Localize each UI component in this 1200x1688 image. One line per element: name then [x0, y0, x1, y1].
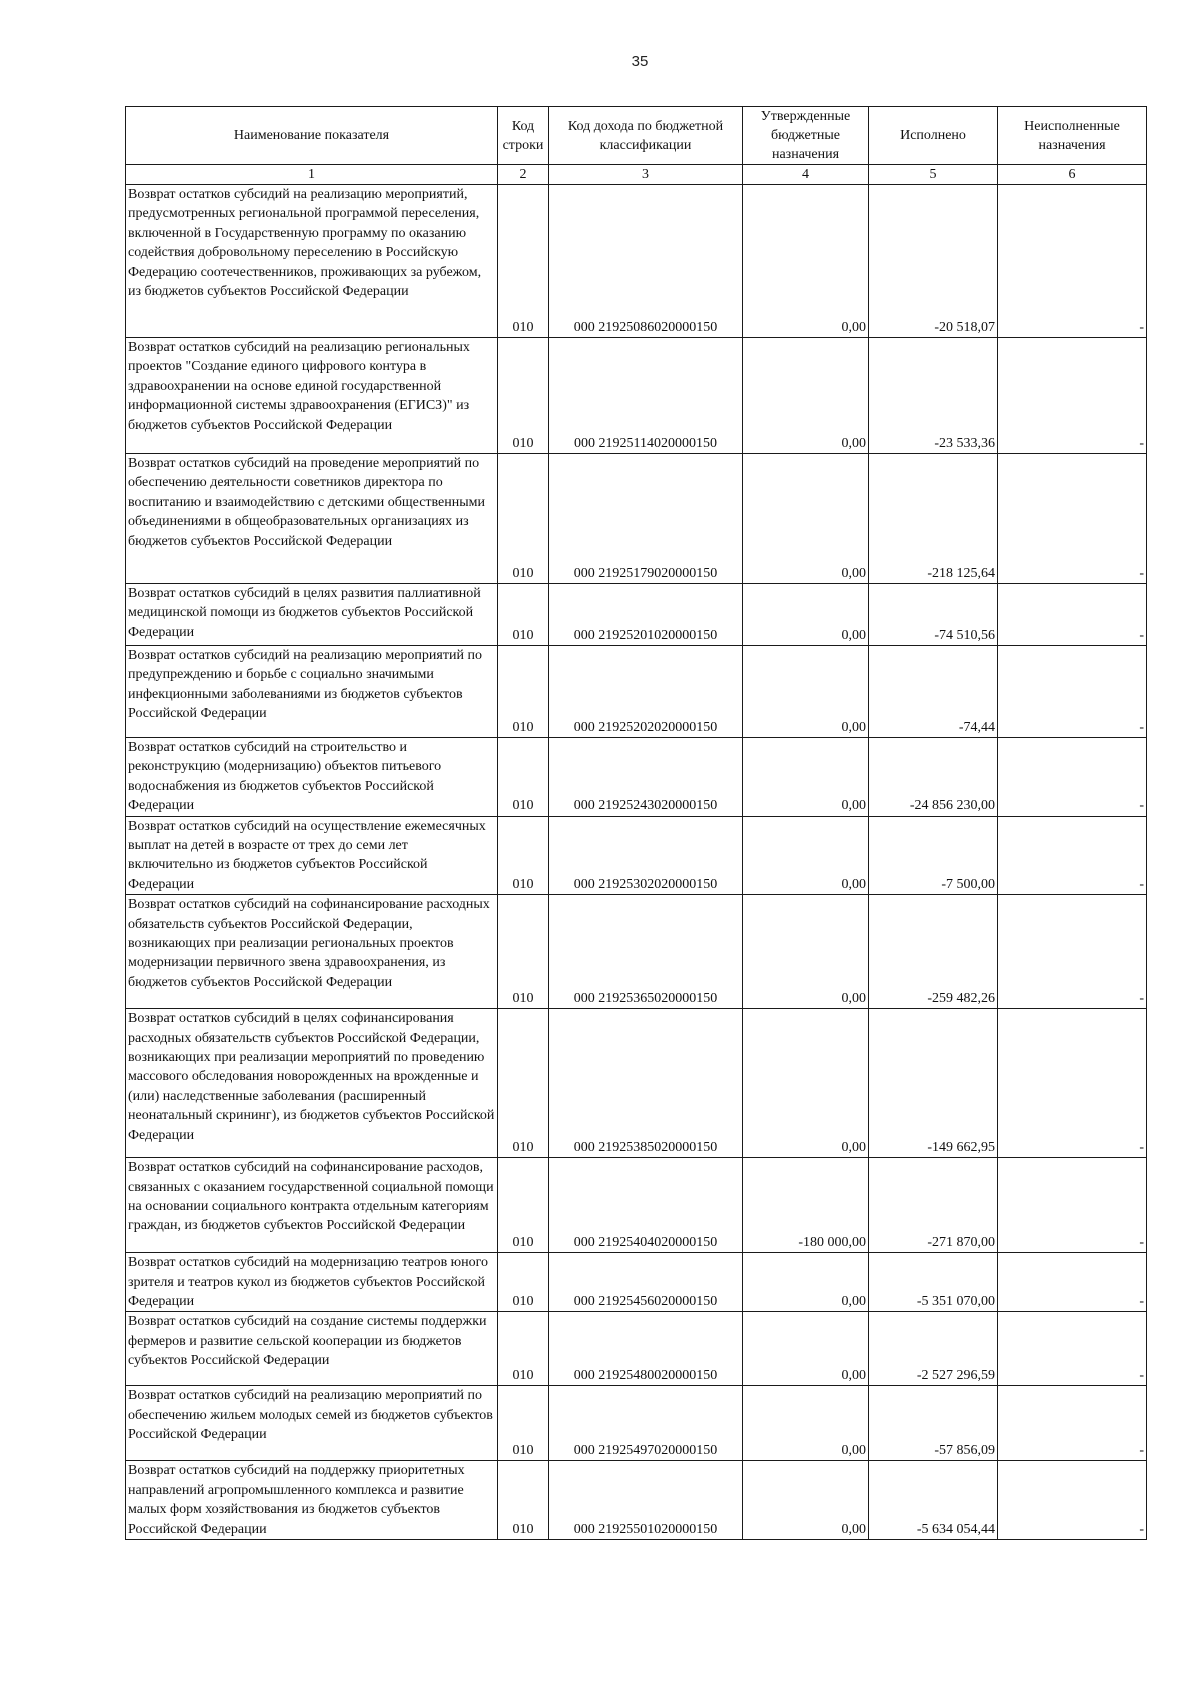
- row-line-code: 010: [498, 1253, 549, 1312]
- row-approved: 0,00: [743, 1312, 869, 1386]
- row-income-code: 000 21925501020000150: [549, 1461, 743, 1540]
- row-unexecuted: -: [998, 454, 1147, 584]
- table-row: [126, 584, 1147, 646]
- row-income-code: 000 21925179020000150: [549, 454, 743, 584]
- row-unexecuted: -: [998, 646, 1147, 738]
- table-row: [126, 1312, 1147, 1386]
- header-executed: Исполнено: [869, 107, 998, 165]
- header-unexecuted: Неисполненные назначения: [998, 107, 1147, 165]
- table-row: [126, 646, 1147, 738]
- table-row: [126, 1253, 1147, 1312]
- table-body: [126, 185, 1147, 1540]
- row-executed: -2 527 296,59: [869, 1312, 998, 1386]
- row-unexecuted: -: [998, 185, 1147, 338]
- table-row: [126, 1386, 1147, 1461]
- table-row: [126, 185, 1147, 338]
- row-name: Возврат остатков субсидий на реализацию мероприятий по предупреждению и борьбе с социально значимыми инфекционными заболеваниями из бюджетов субъектов Российской Федерации: [126, 646, 498, 738]
- row-name: Возврат остатков субсидий в целях развития паллиативной медицинской помощи из бюджетов субъектов Российской Федерации: [126, 584, 498, 646]
- row-income-code: 000 21925404020000150: [549, 1158, 743, 1253]
- row-approved: 0,00: [743, 738, 869, 817]
- row-line-code: 010: [498, 454, 549, 584]
- row-unexecuted: -: [998, 895, 1147, 1009]
- row-line-code: 010: [498, 1312, 549, 1386]
- row-income-code: 000 21925480020000150: [549, 1312, 743, 1386]
- row-income-code: 000 21925243020000150: [549, 738, 743, 817]
- header-line-code: Код строки: [498, 107, 549, 165]
- row-unexecuted: -: [998, 584, 1147, 646]
- row-unexecuted: -: [998, 1312, 1147, 1386]
- row-approved: 0,00: [743, 895, 869, 1009]
- row-approved: 0,00: [743, 584, 869, 646]
- row-executed: -5 634 054,44: [869, 1461, 998, 1540]
- row-executed: -20 518,07: [869, 185, 998, 338]
- row-income-code: 000 21925201020000150: [549, 584, 743, 646]
- row-name: Возврат остатков субсидий в целях софинансирования расходных обязательств субъектов Российской Федерации, возникающих при реализации мероприятий по проведению массового обследования новорожденных на врожденные и (или) наследственные заболевания (расширенный неонатальный скрининг), из бюджетов субъектов Российской Федерации: [126, 1009, 498, 1158]
- row-executed: -7 500,00: [869, 816, 998, 895]
- column-number: 3: [549, 165, 743, 185]
- header-income-code: Код дохода по бюджетной классификации: [549, 107, 743, 165]
- row-line-code: 010: [498, 584, 549, 646]
- row-executed: -5 351 070,00: [869, 1253, 998, 1312]
- row-unexecuted: -: [998, 816, 1147, 895]
- row-executed: -23 533,36: [869, 338, 998, 454]
- row-income-code: 000 21925086020000150: [549, 185, 743, 338]
- row-unexecuted: -: [998, 338, 1147, 454]
- column-number: 5: [869, 165, 998, 185]
- row-line-code: 010: [498, 1386, 549, 1461]
- row-name: Возврат остатков субсидий на реализацию мероприятий, предусмотренных региональной программой переселения, включенной в Государственную программу по оказанию содействия добровольному переселению в Российскую Федерацию соотечественников, проживающих за рубежом, из бюджетов субъектов Российской Федерации: [126, 185, 498, 338]
- header-row: [126, 107, 1147, 165]
- row-approved: 0,00: [743, 1009, 869, 1158]
- row-executed: -74 510,56: [869, 584, 998, 646]
- header-approved: Утвержденные бюджетные назначения: [743, 107, 869, 165]
- page-number: 35: [631, 53, 649, 70]
- row-line-code: 010: [498, 338, 549, 454]
- row-income-code: 000 21925456020000150: [549, 1253, 743, 1312]
- table-row: [126, 816, 1147, 895]
- row-executed: -259 482,26: [869, 895, 998, 1009]
- row-income-code: 000 21925385020000150: [549, 1009, 743, 1158]
- row-approved: 0,00: [743, 338, 869, 454]
- row-name: Возврат остатков субсидий на софинансирование расходных обязательств субъектов Российской Федерации, возникающих при реализации региональных проектов модернизации первичного звена здравоохранения, из бюджетов субъектов Российской Федерации: [126, 895, 498, 1009]
- row-name: Возврат остатков субсидий на проведение мероприятий по обеспечению деятельности советников директора по воспитанию и взаимодействию с детскими общественными объединениями в общеобразовательных организациях из бюджетов субъектов Российской Федерации: [126, 454, 498, 584]
- table-row: [126, 454, 1147, 584]
- row-approved: 0,00: [743, 1386, 869, 1461]
- row-approved: 0,00: [743, 646, 869, 738]
- header-name: Наименование показателя: [126, 107, 498, 165]
- row-unexecuted: -: [998, 1461, 1147, 1540]
- row-line-code: 010: [498, 738, 549, 817]
- row-line-code: 010: [498, 646, 549, 738]
- row-approved: -180 000,00: [743, 1158, 869, 1253]
- row-approved: 0,00: [743, 1253, 869, 1312]
- column-number-row: [126, 165, 1147, 185]
- table-row: [126, 338, 1147, 454]
- table-row: [126, 1158, 1147, 1253]
- row-unexecuted: -: [998, 1158, 1147, 1253]
- row-line-code: 010: [498, 1461, 549, 1540]
- row-unexecuted: -: [998, 1009, 1147, 1158]
- row-name: Возврат остатков субсидий на осуществление ежемесячных выплат на детей в возрасте от трех до семи лет включительно из бюджетов субъектов Российской Федерации: [126, 816, 498, 895]
- row-approved: 0,00: [743, 1461, 869, 1540]
- row-unexecuted: -: [998, 1253, 1147, 1312]
- row-approved: 0,00: [743, 454, 869, 584]
- row-executed: -57 856,09: [869, 1386, 998, 1461]
- row-unexecuted: -: [998, 1386, 1147, 1461]
- column-number: 4: [743, 165, 869, 185]
- row-executed: -218 125,64: [869, 454, 998, 584]
- row-income-code: 000 21925114020000150: [549, 338, 743, 454]
- row-name: Возврат остатков субсидий на модернизацию театров юного зрителя и театров кукол из бюджетов субъектов Российской Федерации: [126, 1253, 498, 1312]
- row-income-code: 000 21925202020000150: [549, 646, 743, 738]
- row-name: Возврат остатков субсидий на софинансирование расходов, связанных с оказанием государственной социальной помощи на основании социального контракта отдельным категориям граждан, из бюджетов субъектов Российской Федерации: [126, 1158, 498, 1253]
- row-unexecuted: -: [998, 738, 1147, 817]
- row-name: Возврат остатков субсидий на строительство и реконструкцию (модернизацию) объектов питьевого водоснабжения из бюджетов субъектов Российской Федерации: [126, 738, 498, 817]
- budget-report-table: [125, 106, 1147, 1540]
- row-approved: 0,00: [743, 185, 869, 338]
- row-income-code: 000 21925302020000150: [549, 816, 743, 895]
- row-executed: -149 662,95: [869, 1009, 998, 1158]
- row-name: Возврат остатков субсидий на реализацию мероприятий по обеспечению жильем молодых семей из бюджетов субъектов Российской Федерации: [126, 1386, 498, 1461]
- row-executed: -74,44: [869, 646, 998, 738]
- row-name: Возврат остатков субсидий на реализацию региональных проектов "Создание единого цифрового контура в здравоохранении на основе единой государственной информационной системы здравоохранения (ЕГИСЗ)" из бюджетов субъектов Российской Федерации: [126, 338, 498, 454]
- row-line-code: 010: [498, 1158, 549, 1253]
- row-executed: -271 870,00: [869, 1158, 998, 1253]
- row-income-code: 000 21925365020000150: [549, 895, 743, 1009]
- row-name: Возврат остатков субсидий на поддержку приоритетных направлений агропромышленного комплекса и развитие малых форм хозяйствования из бюджетов субъектов Российской Федерации: [126, 1461, 498, 1540]
- row-line-code: 010: [498, 895, 549, 1009]
- table-row: [126, 895, 1147, 1009]
- table-row: [126, 1009, 1147, 1158]
- row-name: Возврат остатков субсидий на создание системы поддержки фермеров и развитие сельской кооперации из бюджетов субъектов Российской Федерации: [126, 1312, 498, 1386]
- row-income-code: 000 21925497020000150: [549, 1386, 743, 1461]
- row-line-code: 010: [498, 185, 549, 338]
- column-number: 1: [126, 165, 498, 185]
- row-line-code: 010: [498, 816, 549, 895]
- row-line-code: 010: [498, 1009, 549, 1158]
- table-row: [126, 1461, 1147, 1540]
- table-row: [126, 738, 1147, 817]
- row-approved: 0,00: [743, 816, 869, 895]
- row-executed: -24 856 230,00: [869, 738, 998, 817]
- column-number: 2: [498, 165, 549, 185]
- column-number: 6: [998, 165, 1147, 185]
